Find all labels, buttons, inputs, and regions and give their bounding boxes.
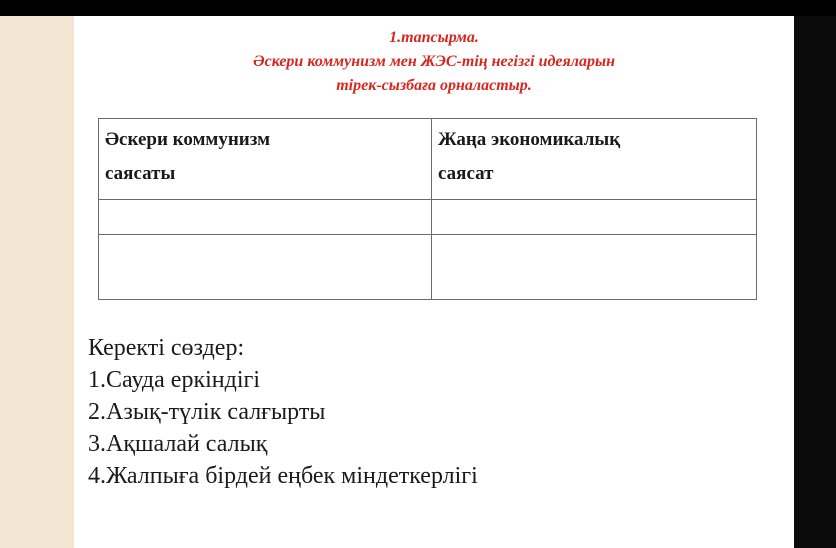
task-number: 1.тапсырма. xyxy=(389,29,479,46)
header-war-communism-line-1: Әскери коммунизм xyxy=(105,129,271,150)
list-item: 3.Ақшалай салық xyxy=(88,431,268,457)
table-row xyxy=(99,235,757,300)
table-cell-empty xyxy=(99,200,432,235)
table-row xyxy=(99,200,757,235)
list-item: 2.Азық-түлік салғырты xyxy=(88,399,326,425)
header-nep-line-2: саясат xyxy=(438,163,494,184)
header-war-communism-line-2: саясаты xyxy=(105,163,176,184)
comparison-table xyxy=(98,118,757,300)
task-instruction-line-1: Әскери коммунизм мен ЖЭС-тің негізгі идеяларын xyxy=(253,53,615,70)
list-item: 1.Сауда еркіндігі xyxy=(88,367,261,393)
task-instruction-line-2: тірек-сызбаға орналастыр. xyxy=(336,77,532,94)
left-beige-strip xyxy=(0,16,74,548)
table-cell-empty xyxy=(432,200,757,235)
table-cell-empty xyxy=(99,235,432,300)
table-cell-empty xyxy=(432,235,757,300)
required-words-heading: Керекті сөздер: xyxy=(88,335,245,361)
header-war-communism xyxy=(99,119,432,200)
right-black-bar xyxy=(794,16,836,548)
header-nep xyxy=(432,119,757,200)
required-words-list xyxy=(88,332,478,492)
list-item: 4.Жалпыға бірдей еңбек міндеткерлігі xyxy=(88,463,478,489)
top-black-bar xyxy=(0,0,836,16)
slide-page xyxy=(74,16,794,548)
header-nep-line-1: Жаңа экономикалық xyxy=(438,129,621,150)
table-header-row xyxy=(99,119,757,200)
task-title xyxy=(74,26,794,98)
